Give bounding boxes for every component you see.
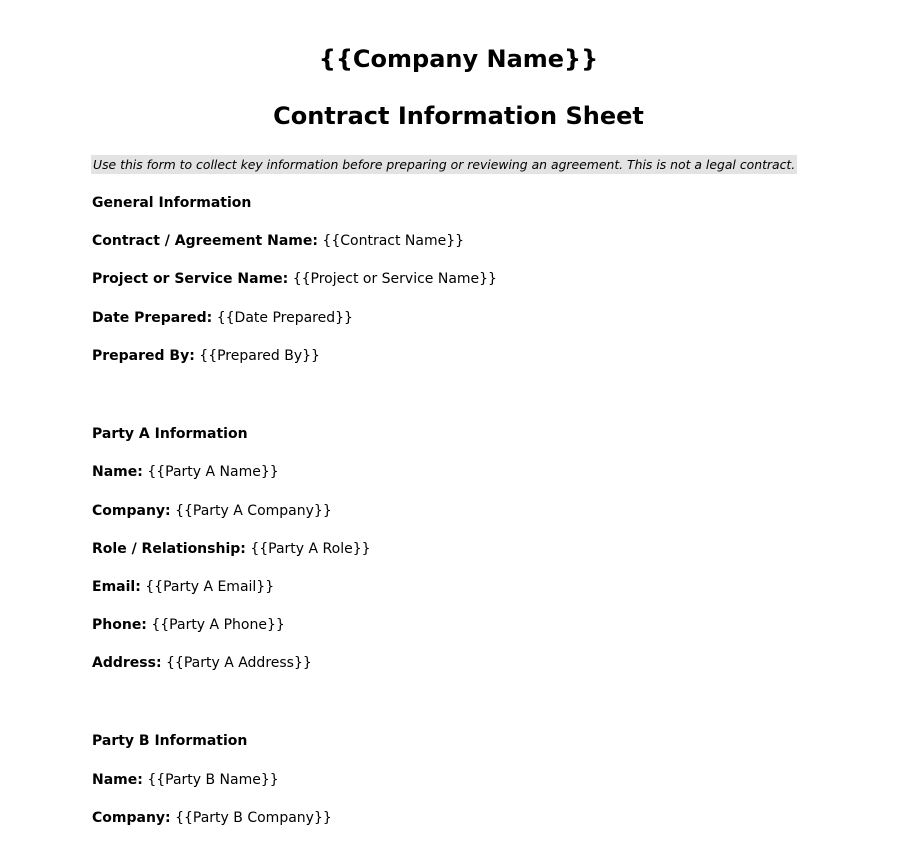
- field-value: {{Party B Name}}: [147, 772, 279, 788]
- party-a-email-field: [92, 577, 274, 597]
- field-label: Role / Relationship:: [92, 541, 246, 557]
- field-value: {{Party A Role}}: [250, 541, 371, 557]
- field-value: {{Party A Phone}}: [151, 617, 285, 633]
- field-value: {{Project or Service Name}}: [292, 271, 497, 287]
- prepared-by-field: [92, 346, 320, 366]
- field-label: Name:: [92, 772, 143, 788]
- project-name-field: [92, 269, 497, 289]
- field-label: Phone:: [92, 617, 147, 633]
- field-label: Email:: [92, 579, 141, 595]
- field-label: Company:: [92, 503, 171, 519]
- field-label: Company:: [92, 810, 171, 826]
- field-label: Contract / Agreement Name:: [92, 233, 318, 249]
- field-value: {{Prepared By}}: [199, 348, 320, 364]
- party-a-heading: Party A Information: [92, 426, 248, 442]
- party-b-name-field: [92, 770, 279, 790]
- field-label: Name:: [92, 464, 143, 480]
- field-value: {{Party A Company}}: [175, 503, 332, 519]
- party-a-address-field: [92, 653, 312, 673]
- party-b-company-field: [92, 808, 332, 828]
- field-value: {{Party A Name}}: [147, 464, 279, 480]
- field-label: Project or Service Name:: [92, 271, 289, 287]
- document-title: Contract Information Sheet: [273, 102, 644, 130]
- party-a-company-field: [92, 501, 332, 521]
- field-label: Date Prepared:: [92, 310, 213, 326]
- contract-name-field: [92, 231, 464, 251]
- party-a-name-field: [92, 462, 279, 482]
- field-label: Prepared By:: [92, 348, 195, 364]
- company-name-title: {{Company Name}}: [318, 45, 599, 73]
- party-a-role-field: [92, 539, 371, 559]
- general-information-heading: General Information: [92, 195, 252, 211]
- form-note: Use this form to collect key information before preparing or reviewing an agreement. This is not a legal contract.: [93, 157, 796, 172]
- field-value: {{Party A Address}}: [166, 655, 312, 671]
- party-b-heading: Party B Information: [92, 733, 248, 749]
- field-value: {{Party A Email}}: [145, 579, 275, 595]
- field-value: {{Party B Company}}: [175, 810, 332, 826]
- party-a-phone-field: [92, 615, 285, 635]
- date-prepared-field: [92, 308, 353, 328]
- field-label: Address:: [92, 655, 162, 671]
- field-value: {{Contract Name}}: [322, 233, 465, 249]
- field-value: {{Date Prepared}}: [216, 310, 353, 326]
